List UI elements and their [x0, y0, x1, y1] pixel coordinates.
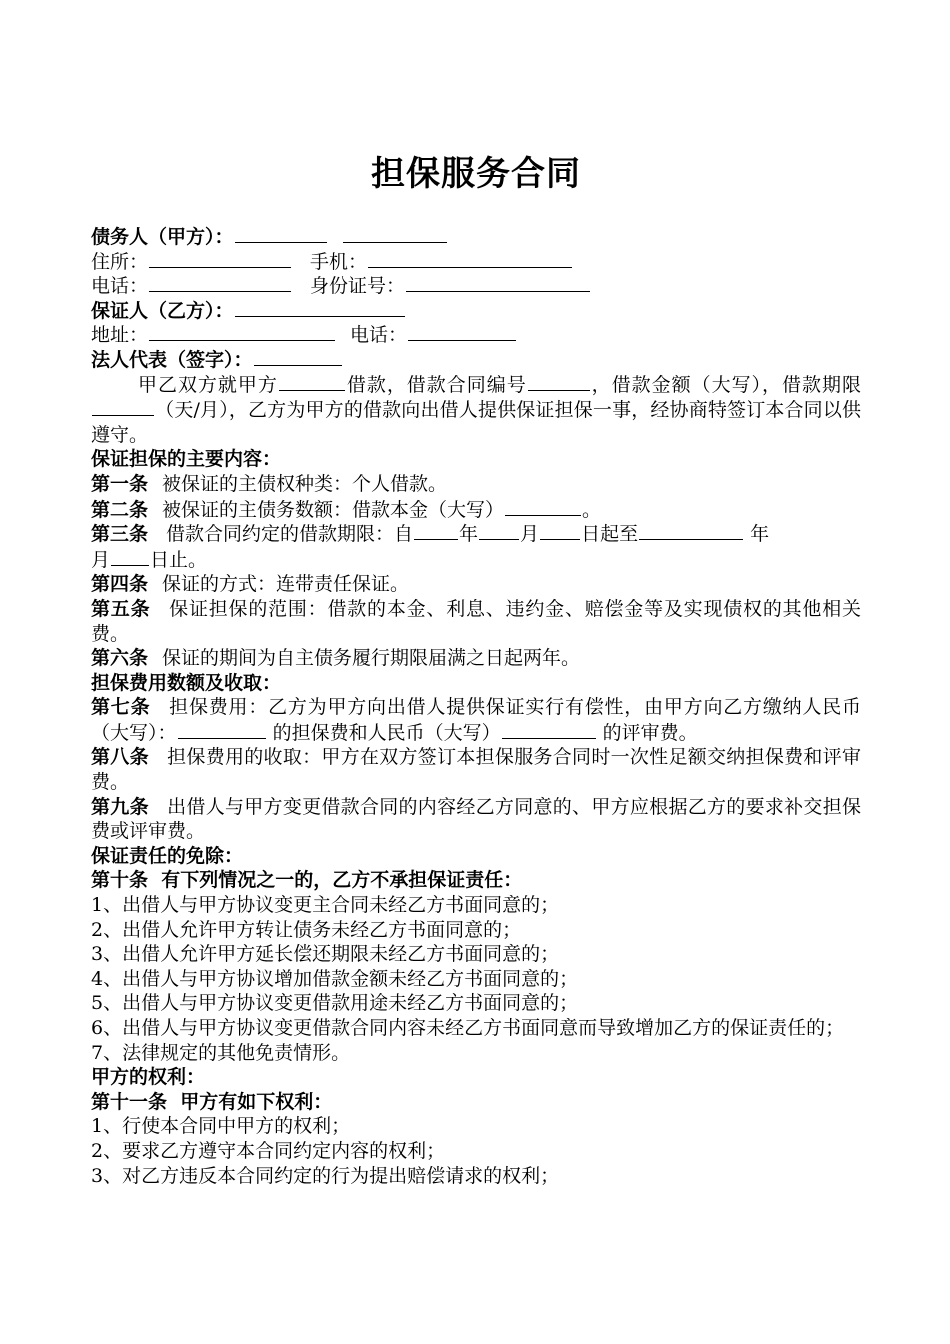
contract-body [91, 224, 861, 1188]
right-item-2: 2、要求乙方遵守本合同约定内容的权利； [91, 1139, 446, 1162]
article-2-end: 。 [582, 498, 602, 521]
guarantor-line [91, 298, 861, 323]
intro-text-4: ，借款期限 [762, 373, 861, 396]
article-7-text-1: 担保费用：乙方为甲方向出借人提供保证实行有偿性，由甲方向乙方缴纳人民币（大写）： [91, 696, 861, 744]
article-5 [91, 597, 861, 646]
article-9-number: 第九条 [91, 795, 149, 818]
article-1-text: 被保证的主债权种类：个人借款。 [162, 472, 448, 495]
start-month-blank[interactable] [479, 521, 519, 540]
article-8-number: 第八条 [91, 746, 149, 769]
from-label: 日起至 [581, 523, 639, 546]
exemption-item-7: 7、法律规定的其他免责情形。 [91, 1041, 351, 1064]
exemption-item-2: 2、出借人允许甲方转让债务未经乙方书面同意的； [91, 918, 522, 941]
article-7-text-3: 的评审费。 [602, 721, 698, 744]
start-day-blank[interactable] [540, 521, 580, 540]
exemption-item-4: 4、出借人与甲方协议增加借款金额未经乙方书面同意的； [91, 967, 579, 990]
g-address-label: 地址： [91, 324, 149, 347]
end-year-blank[interactable] [639, 521, 743, 540]
exemption-item-3: 3、出借人允许甲方延长偿还期限未经乙方书面同意的； [91, 943, 560, 966]
intro-paragraph [91, 372, 861, 448]
right-item-1: 1、行使本合同中甲方的权利； [91, 1115, 351, 1138]
article-6-text: 保证的期间为自主债务履行期限届满之日起两年。 [162, 647, 581, 670]
article-4-text: 保证的方式：连带责任保证。 [162, 573, 410, 596]
debtor-label: 债务人（甲方）： [91, 226, 234, 248]
g-address-blank[interactable] [149, 322, 335, 341]
article-1-number: 第一条 [91, 472, 149, 495]
article-11: 第十一条 甲方有如下权利： [91, 1090, 333, 1113]
right-item-3: 3、对乙方违反本合同约定的行为提出赔偿请求的权利； [91, 1164, 560, 1187]
article-10: 第十条 有下列情况之一的，乙方不承担保证责任： [91, 869, 523, 892]
id-label: 身份证号： [310, 275, 406, 298]
article-5-text: 保证担保的范围：借款的本金、利息、违约金、赔偿金等及实现债权的其他相关费。 [91, 597, 861, 645]
loan-blank[interactable] [279, 372, 345, 391]
g-address-line [91, 322, 861, 347]
article-3-text: 借款合同约定的借款期限：自 [166, 523, 414, 546]
end-label: 日止。 [150, 548, 208, 571]
article-8-text: 担保费用的收取：甲方在双方签订本担保服务合同时一次性足额交纳担保费和评审费。 [91, 746, 861, 794]
g-phone-blank[interactable] [408, 322, 516, 341]
month-label-2: 月 [91, 548, 111, 571]
guarantor-label: 保证人（乙方）： [91, 299, 234, 322]
article-4-number: 第四条 [91, 573, 149, 596]
article-2 [91, 497, 861, 522]
phone-line [91, 273, 861, 298]
g-phone-label: 电话： [350, 324, 408, 347]
end-day-blank[interactable] [111, 547, 149, 566]
intro-text-3: ，借款金额（大写） [590, 373, 763, 396]
address-line [91, 249, 861, 274]
phone-blank[interactable] [149, 273, 291, 292]
intro-text-5: （天/月），乙方为甲方的借款向出借人提供保证担保一事，经协商特签订本合同以供遵守。 [91, 399, 861, 446]
guarantee-fee-blank[interactable] [178, 720, 266, 739]
debtor-name-blank-2[interactable] [343, 224, 447, 243]
article-1 [91, 472, 861, 497]
article-7 [91, 695, 861, 745]
article-9-text: 出借人与甲方变更借款合同的内容经乙方同意的、甲方应根据乙方的要求补交担保费或评审费。 [91, 795, 861, 843]
term-blank[interactable] [92, 397, 154, 416]
start-year-blank[interactable] [414, 521, 458, 540]
legal-rep-blank[interactable] [254, 347, 342, 366]
contract-no-blank[interactable] [528, 372, 590, 391]
article-7-text-2: 的担保费和人民币（大写） [272, 721, 501, 744]
section1-heading: 保证担保的主要内容： [91, 448, 282, 471]
article-2-text: 被保证的主债务数额：借款本金（大写） [162, 498, 505, 521]
exemption-item-5: 5、出借人与甲方协议变更借款用途未经乙方书面同意的； [91, 992, 579, 1015]
address-label: 住所： [91, 250, 149, 273]
debtor-line [91, 224, 861, 249]
article-3-number: 第三条 [91, 523, 149, 546]
mobile-label: 手机： [310, 250, 368, 273]
intro-text-1: 甲乙双方就甲方 [137, 373, 278, 396]
section4-heading: 甲方的权利： [91, 1066, 206, 1089]
article-8 [91, 745, 861, 794]
guarantor-blank[interactable] [235, 298, 405, 317]
article-4 [91, 572, 861, 597]
article-3 [91, 521, 861, 572]
article-9 [91, 795, 861, 844]
legal-rep-line [91, 347, 861, 372]
principal-blank[interactable] [505, 497, 581, 516]
legal-rep-label: 法人代表（签字）： [91, 348, 253, 371]
phone-label: 电话： [91, 275, 149, 298]
mobile-blank[interactable] [368, 249, 572, 268]
section2-heading: 担保费用数额及收取： [91, 671, 282, 694]
exemption-item-1: 1、出借人与甲方协议变更主合同未经乙方书面同意的； [91, 894, 560, 917]
year-label-2: 年 [750, 523, 770, 546]
month-label: 月 [520, 523, 540, 546]
article-7-number: 第七条 [91, 696, 151, 719]
article-5-number: 第五条 [91, 597, 151, 620]
exemption-item-6: 6、出借人与甲方协议变更借款合同内容未经乙方书面同意而导致增加乙方的保证责任的； [91, 1017, 845, 1039]
intro-text-2: 借款，借款合同编号 [345, 373, 527, 396]
article-2-number: 第二条 [91, 498, 149, 521]
address-blank[interactable] [149, 249, 291, 268]
page-title: 担保服务合同 [371, 154, 581, 194]
section3-heading: 保证责任的免除： [91, 844, 244, 867]
article-6 [91, 646, 861, 671]
debtor-name-blank[interactable] [235, 224, 327, 243]
review-fee-blank[interactable] [502, 720, 596, 739]
id-blank[interactable] [406, 273, 590, 292]
article-6-number: 第六条 [91, 647, 149, 670]
year-label: 年 [459, 523, 479, 546]
